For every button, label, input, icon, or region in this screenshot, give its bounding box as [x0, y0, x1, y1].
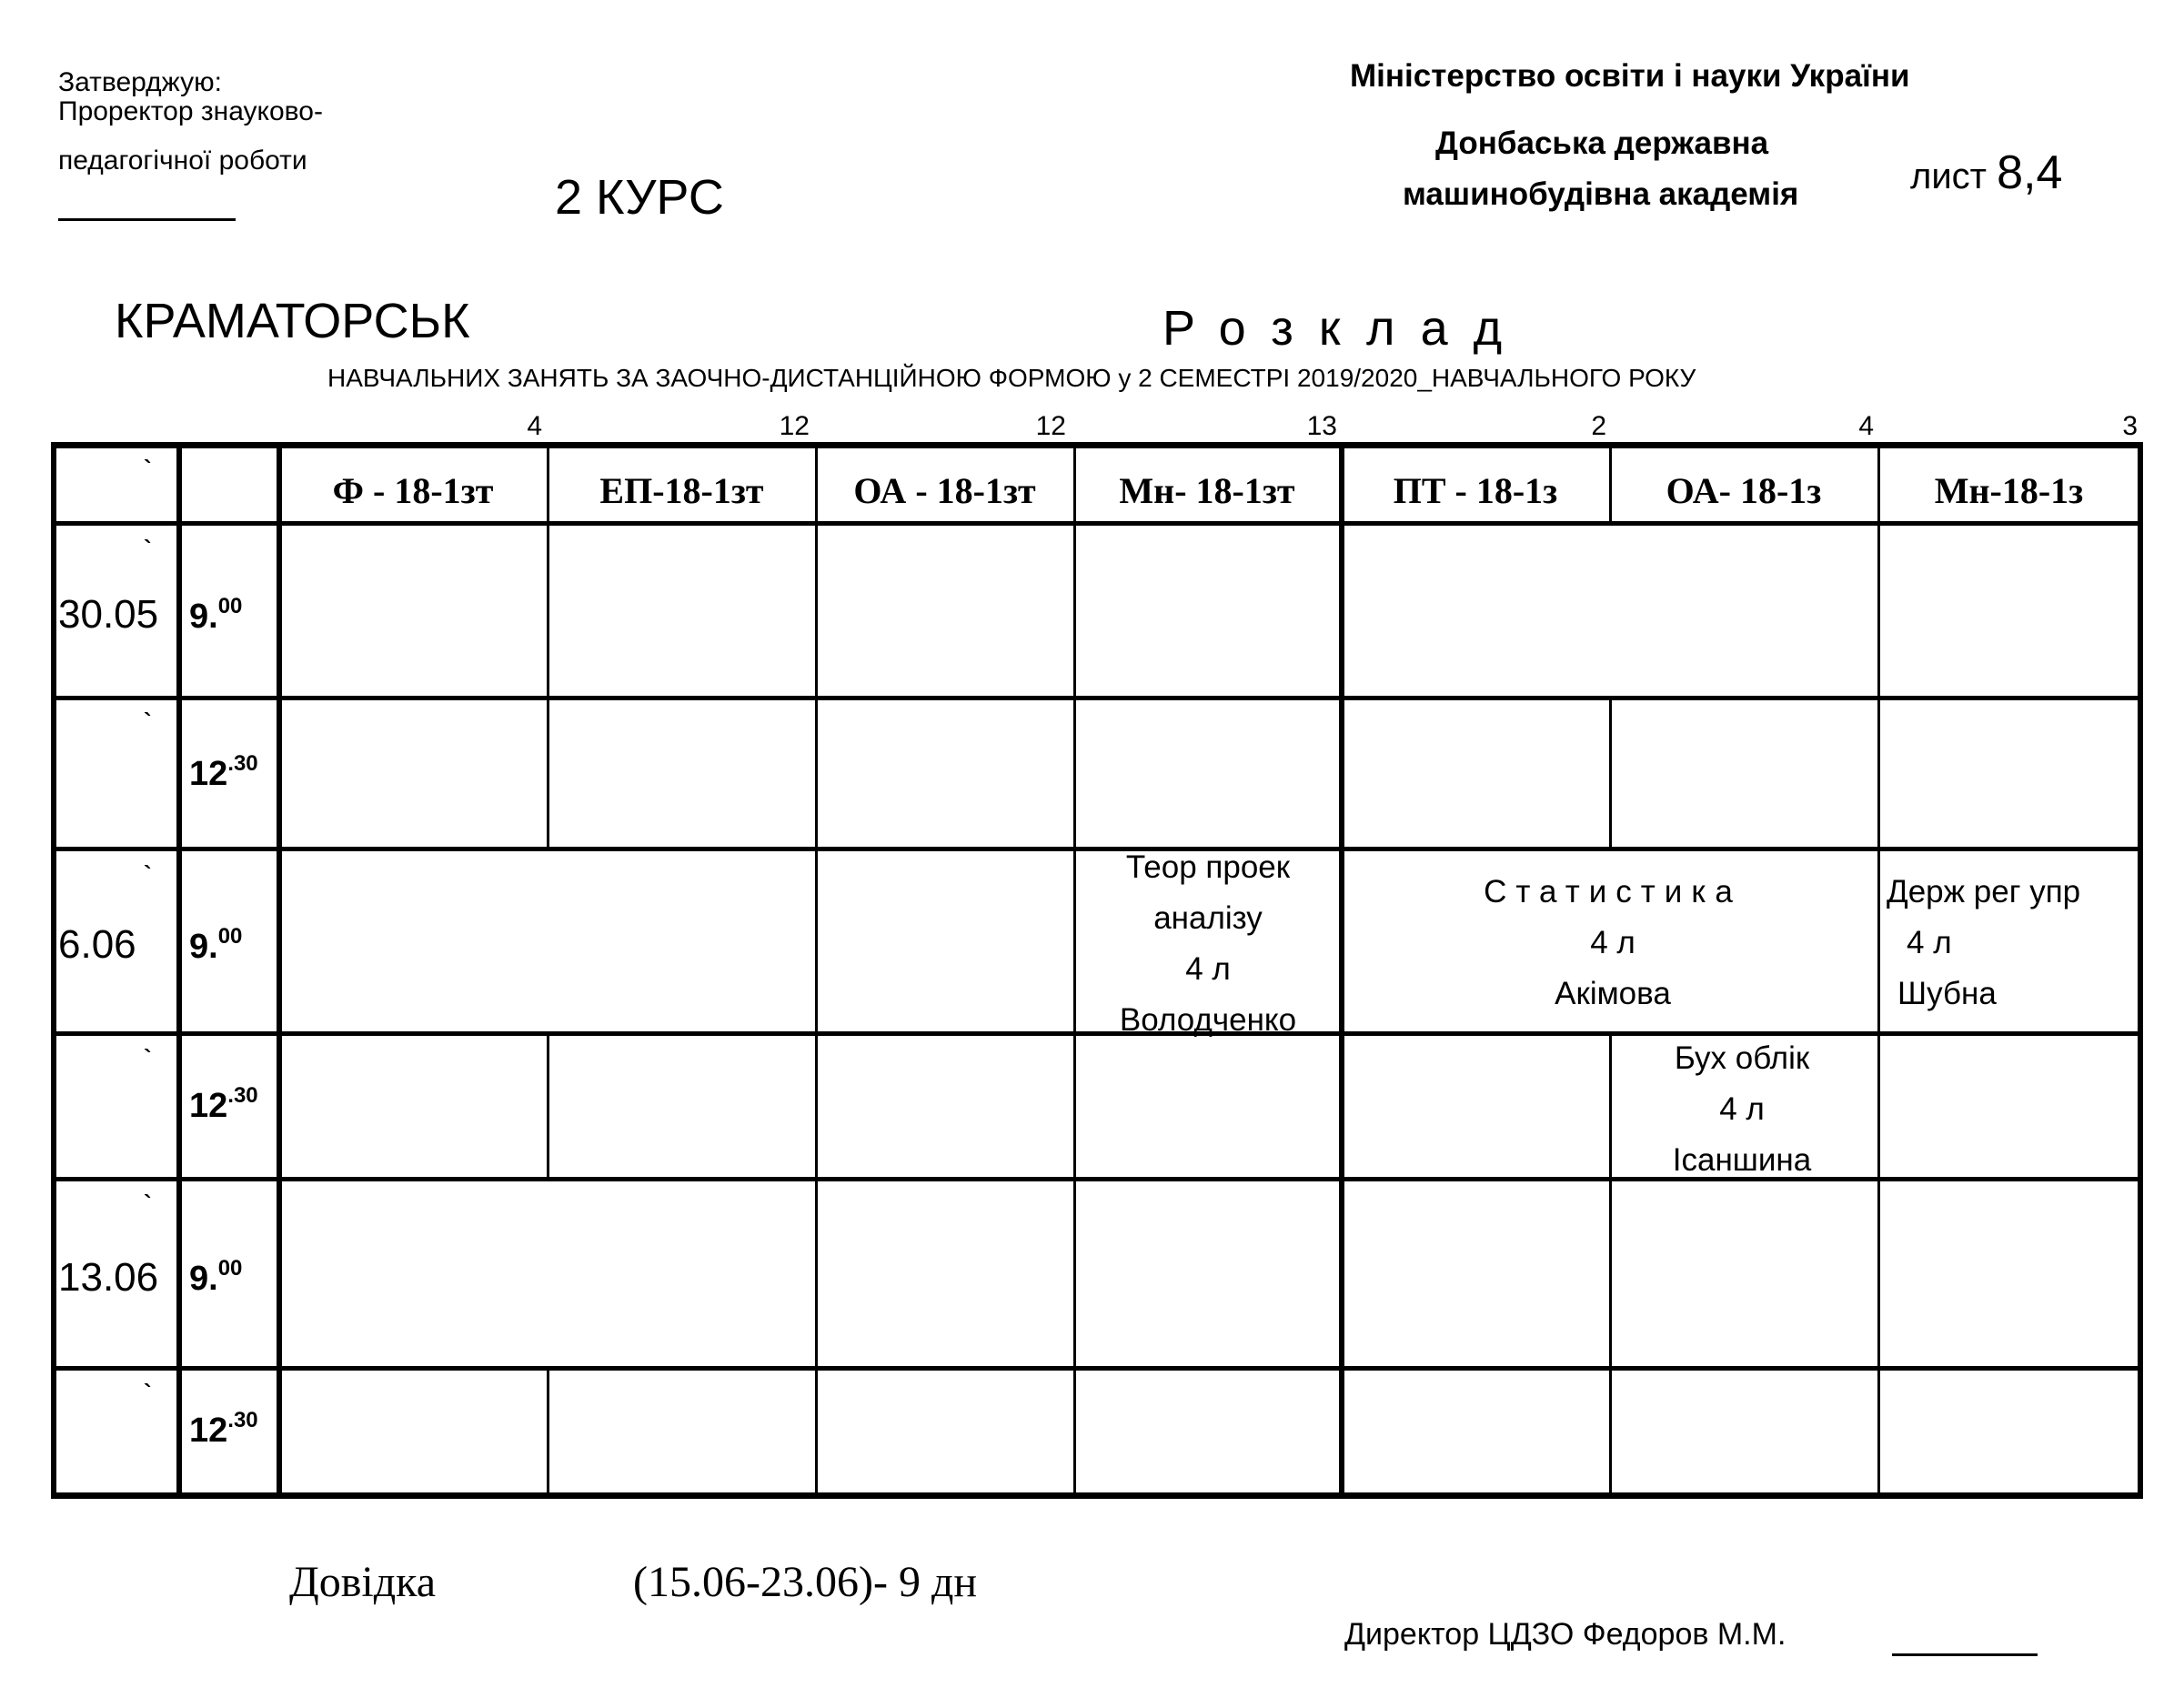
table-border-left [51, 442, 56, 1499]
time-minutes: 00 [217, 924, 243, 949]
sheet-value: 8,4 [1997, 146, 2063, 199]
tick-mark: ` [144, 1190, 152, 1217]
lesson-teacher: Володченко [1119, 1002, 1297, 1038]
tick-mark: ` [144, 535, 152, 562]
approval-signature-line [58, 218, 236, 221]
time-minutes: .30 [227, 1083, 258, 1108]
column-header-group: Мн-18-1з [1934, 470, 2084, 511]
lesson-hours: 4 л [1719, 1091, 1765, 1127]
row-time [189, 1083, 258, 1126]
tick-mark: ` [144, 1379, 152, 1406]
time-minutes: .30 [227, 1408, 258, 1432]
lesson-cell[interactable] [1619, 1033, 1865, 1186]
time-minutes: .30 [227, 751, 258, 776]
column-header-group: ОА - 18-1зт [853, 470, 1036, 511]
col-divider [815, 442, 818, 1497]
page-title: Розклад [1162, 301, 1528, 356]
col-divider-time [277, 442, 282, 1499]
table-border-right [2138, 442, 2143, 1499]
row-divider [51, 696, 2143, 700]
col-divider [547, 1366, 549, 1497]
lesson-teacher: Шубна [1897, 976, 1997, 1011]
tick-mark: ` [144, 860, 152, 888]
lesson-subject: Бух облік [1674, 1040, 1810, 1076]
col-divider [547, 1031, 549, 1179]
row-time [189, 751, 258, 794]
row-time [189, 1408, 258, 1451]
lesson-hours: 4 л [1185, 951, 1231, 987]
group-count: 12 [779, 411, 810, 441]
course-label: 2 КУРС [555, 170, 724, 225]
row-date: 6.06 [58, 922, 136, 967]
row-divider [51, 1366, 2143, 1371]
time-minutes: 00 [217, 594, 243, 618]
lesson-teacher: Акімова [1555, 976, 1671, 1011]
row-time [189, 594, 243, 637]
lesson-subject: Держ рег упр [1887, 874, 2081, 909]
group-count: 13 [1306, 411, 1337, 441]
reference-value: (15.06-23.06)- 9 дн [633, 1558, 978, 1606]
approval-position-line1: Проректор знауково- [58, 96, 323, 126]
column-header-group: ПТ - 18-1з [1393, 470, 1558, 511]
lesson-cell[interactable] [1887, 867, 2138, 1020]
time-hour: 12 [189, 755, 228, 793]
lesson-hours: 4 л [1590, 925, 1635, 960]
approval-position-line2: педагогічної роботи [58, 146, 307, 176]
lesson-subject: аналізу [1153, 900, 1263, 936]
column-header-group: ОА- 18-1з [1666, 470, 1822, 511]
table-border-top [51, 442, 2143, 448]
group-count: 3 [2122, 411, 2138, 441]
col-divider [1609, 1031, 1612, 1497]
row-date: 30.05 [58, 592, 159, 637]
lesson-hours: 4 л [1907, 925, 1952, 960]
tick-mark: ` [144, 455, 152, 482]
row-time [189, 1256, 243, 1299]
tick-mark: ` [144, 708, 152, 735]
lesson-cell[interactable] [1076, 842, 1340, 1046]
page-subtitle: НАВЧАЛЬНИХ ЗАНЯТЬ ЗА ЗАОЧНО-ДИСТАНЦІЙНОЮ ФОРМОЮ у 2 СЕМЕСТРІ 2019/2020_НАВЧАЛЬНОГО РОКУ [327, 364, 1696, 392]
tick-mark: ` [144, 1044, 152, 1071]
time-minutes: 00 [217, 1256, 243, 1281]
lesson-teacher: Ісаншина [1672, 1142, 1812, 1178]
row-date: 13.06 [58, 1255, 159, 1300]
time-hour: 12 [189, 1087, 228, 1125]
lesson-cell[interactable] [1344, 867, 1881, 1020]
ministry-title: Міністерство освіти і науки України [1350, 58, 1910, 94]
time-hour: 9. [189, 1260, 218, 1298]
column-header-group: ЕП-18-1зт [599, 470, 764, 511]
city-name: КРАМАТОРСЬК [115, 294, 470, 348]
group-count: 2 [1591, 411, 1606, 441]
sheet-number [1910, 146, 2062, 200]
lesson-subject: Статистика [1484, 874, 1742, 909]
group-count: 4 [1858, 411, 1874, 441]
group-count: 12 [1035, 411, 1066, 441]
sheet-label: лист [1910, 156, 1988, 196]
time-hour: 9. [189, 928, 218, 966]
col-divider-date [176, 442, 182, 1499]
signature-line [1892, 1653, 2038, 1656]
academy-name-line1: Донбаська державна [1435, 126, 1769, 161]
director-signature: Директор ЦДЗО Федоров М.М. [1344, 1617, 1786, 1652]
time-hour: 9. [189, 598, 218, 636]
academy-name-line2: машинобудівна академія [1403, 176, 1799, 212]
column-header-group: Ф - 18-1зт [332, 470, 494, 511]
column-header-group: Мн- 18-1зт [1119, 470, 1295, 511]
table-border-bottom [51, 1492, 2143, 1499]
reference-label: Довідка [289, 1558, 437, 1606]
lesson-subject: Теор проек [1125, 849, 1291, 885]
header-row-divider [51, 521, 2143, 526]
time-hour: 12 [189, 1412, 228, 1450]
approval-label: Затверджую: [58, 67, 222, 97]
row-time [189, 924, 243, 967]
group-count: 4 [527, 411, 542, 441]
col-divider [1609, 696, 1612, 849]
